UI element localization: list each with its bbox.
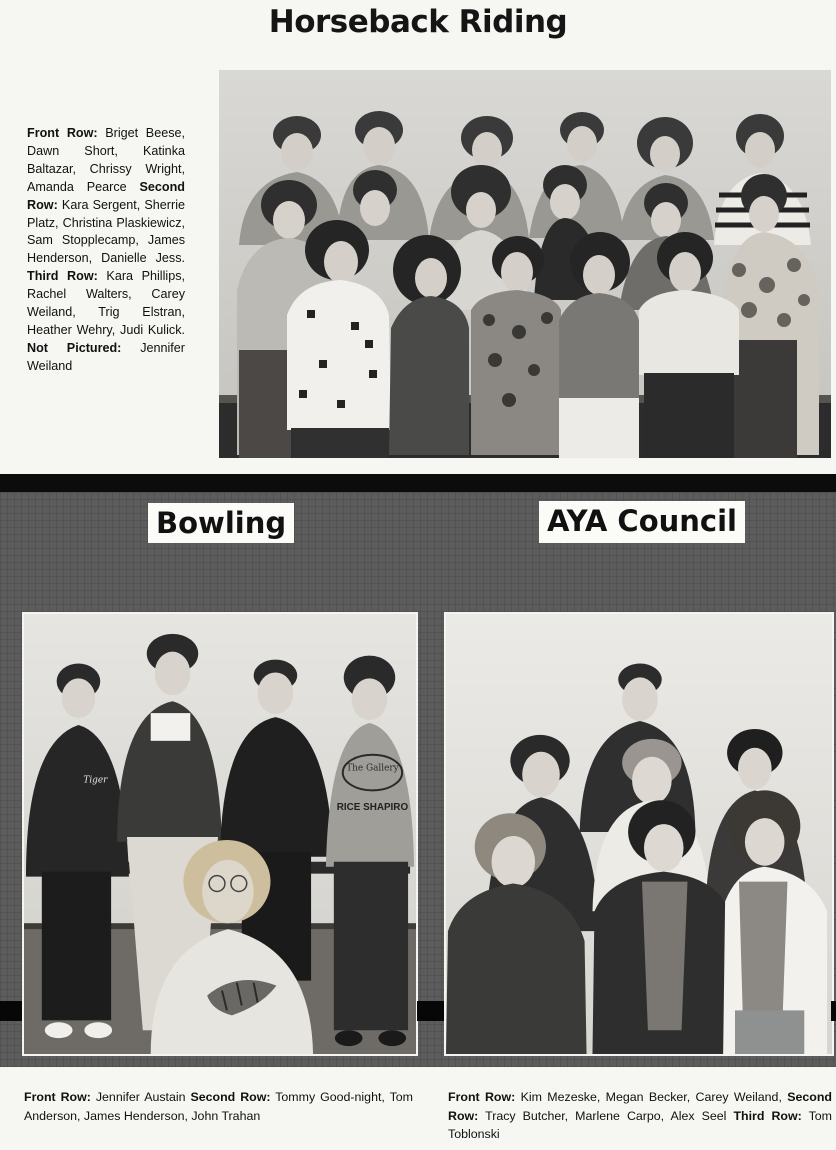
horseback-riding-title: Horseback Riding [268, 4, 568, 40]
third-row-label: Third Row: [27, 269, 98, 284]
aya-front-row-label: Front Row: [448, 1090, 516, 1104]
not-pictured-names: Jennifer Weiland [27, 340, 185, 373]
shirt-brand-text: RICE SHAPIRO [336, 802, 409, 814]
bowling-caption [24, 1088, 413, 1125]
aya-third-row-label: Third Row: [733, 1108, 802, 1123]
aya-council-group-photo [444, 612, 834, 1056]
aya-third-row-names: Tom Toblonski [448, 1108, 832, 1141]
section-divider-band [0, 474, 836, 492]
left-black-tab [0, 1001, 22, 1021]
aya-second-row-label: Second Row: [448, 1090, 832, 1123]
bowling-title: Bowling [148, 503, 294, 543]
bowling-front-row-names: Jennifer Austain [95, 1090, 186, 1104]
jacket-text: Tiger [83, 775, 108, 786]
horseback-riding-group-photo [219, 70, 831, 458]
shirt-logo-text: The Gallery [346, 763, 399, 774]
front-row-label: Front Row: [27, 126, 98, 140]
aya-front-row-names: Kim Mezeske, Megan Becker, Carey Weiland, [520, 1090, 782, 1104]
aya-second-row-names: Tracy Butcher, Marlene Carpo, Alex Seel [485, 1108, 727, 1123]
second-row-label: Second Row: [27, 179, 185, 212]
not-pictured-label: Not Pictured: [27, 340, 122, 355]
right-black-tab [831, 1001, 836, 1021]
second-row-names: Kara Sergent, Sherrie Platz, Christina Plaskiewicz, Sam Stopplecamp, James Henderson, Danielle Jess. [27, 197, 185, 266]
aya-council-title: AYA Council [539, 501, 745, 543]
bowling-second-row-names: Tommy Good-night, Tom Anderson, James Henderson, John Trahan [24, 1090, 413, 1123]
third-row-names: Kara Phillips, Rachel Walters, Carey Weiland, Trig Elstran, Heather Wehry, Judi Kulick. [27, 269, 185, 337]
horseback-riding-caption [27, 125, 185, 376]
front-row-names: Briget Beese, Dawn Short, Katinka Baltazar, Chrissy Wright, Amanda Pearce [27, 126, 186, 194]
center-black-tab [417, 1001, 444, 1021]
aya-council-caption [448, 1088, 832, 1144]
bowling-front-row-label: Front Row: [24, 1090, 91, 1104]
bowling-second-row-label: Second Row: [190, 1090, 271, 1104]
bowling-group-photo [22, 612, 418, 1056]
